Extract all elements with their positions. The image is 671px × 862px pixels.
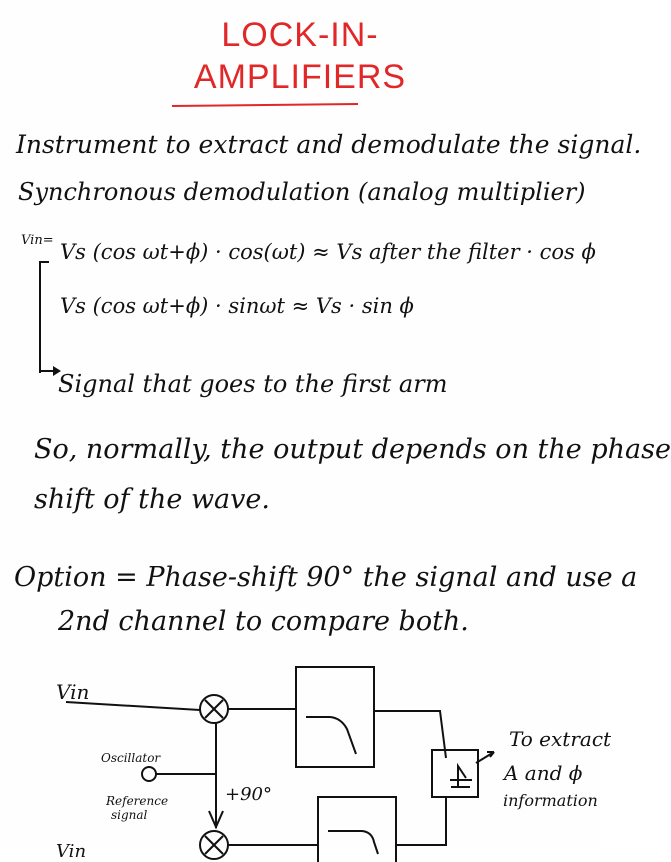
- equation-2: Vs (cos ωt+ϕ) · sinωt ≈ Vs · sin ϕ: [60, 294, 414, 318]
- diagram-reference-label-1: Reference: [106, 794, 169, 808]
- diagram-oscillator-label: Oscillator: [101, 751, 161, 765]
- note-line-1: Instrument to extract and demodulate the signal.: [16, 130, 642, 159]
- oscillator-icon: [142, 767, 156, 781]
- diagram-phase-label: +90°: [225, 784, 272, 805]
- equation-1: Vs (cos ωt+ϕ) · cos(ωt) ≈ Vs after the filter · cos ϕ: [60, 240, 596, 264]
- top-filter-response: [306, 717, 356, 754]
- diagram-output-label-1: To extract: [509, 727, 612, 751]
- title-line-2: AMPLIFIERS: [193, 58, 407, 96]
- bottom-filter-response: [328, 831, 378, 854]
- diagram-vin-top: Vin: [56, 680, 90, 704]
- bottom-filter-box: [318, 797, 396, 862]
- combiner-symbol: [450, 766, 472, 788]
- title-line-1: LOCK-IN-: [221, 16, 379, 54]
- diagram-vin-bottom: Vin: [56, 841, 87, 862]
- diagram-output-label-2: A and ϕ: [504, 761, 583, 785]
- note-line-6: So, normally, the output depends on the phase: [34, 434, 671, 465]
- lock-in-diagram: [0, 640, 612, 862]
- bracket-vertical: [39, 261, 41, 373]
- note-line-8: Option = Phase-shift 90° the signal and use a: [14, 562, 638, 593]
- diagram-output-label-3: information: [503, 791, 598, 810]
- note-line-9: 2nd channel to compare both.: [58, 606, 469, 637]
- combiner-box: [432, 750, 478, 797]
- note-line-2: Synchronous demodulation (analog multiplier): [18, 178, 586, 206]
- note-line-7: shift of the wave.: [34, 484, 270, 515]
- title-underline: [172, 103, 358, 107]
- bottom-filter-output-line: [396, 797, 446, 845]
- note-line-5: Signal that goes to the first arm: [58, 370, 448, 398]
- vin-label: Vin=: [21, 233, 54, 248]
- diagram-reference-label-2: signal: [111, 808, 148, 822]
